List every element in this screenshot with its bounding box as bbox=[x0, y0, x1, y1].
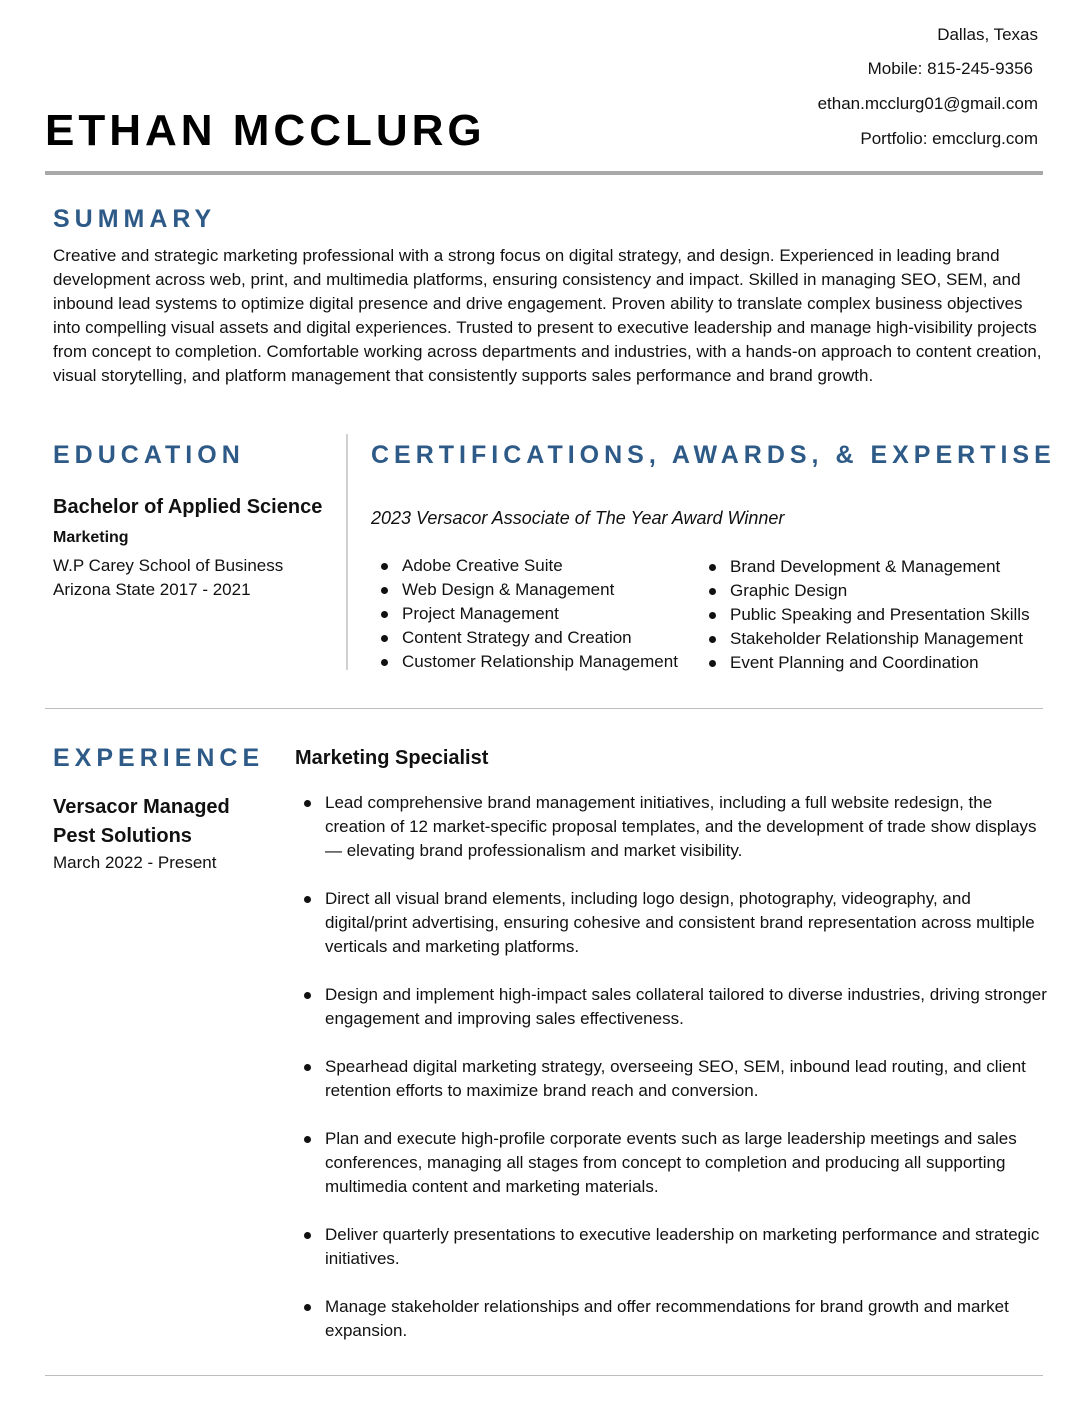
list-item bbox=[325, 1127, 1053, 1199]
bullet-icon bbox=[381, 611, 388, 618]
bullet-icon bbox=[709, 588, 716, 595]
skill-label: Web Design & Management bbox=[402, 580, 615, 599]
list-item bbox=[402, 626, 678, 650]
bullet-icon bbox=[709, 660, 716, 667]
bullet-icon bbox=[381, 563, 388, 570]
bullet-icon bbox=[709, 612, 716, 619]
skill-label: Event Planning and Coordination bbox=[730, 653, 979, 672]
list-item bbox=[402, 650, 678, 674]
list-item bbox=[325, 887, 1053, 959]
skill-label: Brand Development & Management bbox=[730, 557, 1001, 576]
summary-text: Creative and strategic marketing professional with a strong focus on digital strategy, and design. Experienced in leading brand development across web, print, and multimedia platforms, ensuring consistency and impact. Skilled in managing SEO, SEM, and inbound lead systems to optimize digital presence and drive engagement. Proven ability to translate complex business objectives into compelling visual assets and digital experiences. Trusted to present to executive leadership and manage high-visibility projects from concept to completion. Comfortable working across departments and industries, with a hands-on approach to content creation, visual storytelling, and platform management that consistently supports sales performance and brand growth. bbox=[53, 246, 1042, 385]
job-title: Marketing Specialist bbox=[295, 747, 489, 769]
list-item bbox=[325, 1055, 1053, 1103]
section-divider bbox=[45, 708, 1043, 709]
certifications-heading: CERTIFICATIONS, AWARDS, & EXPERTISE bbox=[371, 441, 1056, 469]
bullet-icon bbox=[381, 635, 388, 642]
summary-heading: SUMMARY bbox=[53, 205, 217, 233]
bullet-icon bbox=[304, 992, 311, 999]
location-text: Dallas, Texas bbox=[937, 25, 1038, 44]
skill-label: Content Strategy and Creation bbox=[402, 628, 632, 647]
mobile-text: Mobile: 815-245-9356 bbox=[867, 59, 1033, 78]
skill-label: Stakeholder Relationship Management bbox=[730, 629, 1023, 648]
skill-label: Public Speaking and Presentation Skills bbox=[730, 605, 1030, 624]
list-item bbox=[730, 603, 1030, 627]
skill-label: Adobe Creative Suite bbox=[402, 556, 563, 575]
bullet-icon bbox=[304, 1136, 311, 1143]
list-item bbox=[325, 1295, 1053, 1343]
column-divider bbox=[346, 434, 348, 670]
list-item bbox=[730, 627, 1030, 651]
skill-label: Project Management bbox=[402, 604, 559, 623]
degree-title: Bachelor of Applied Science bbox=[53, 496, 323, 518]
list-item bbox=[325, 791, 1053, 863]
responsibility-text: Plan and execute high-profile corporate events such as large leadership meetings and sales conferences, managing all stages from concept to completion and producing all supporting multimedia content and marketing materials. bbox=[325, 1129, 1017, 1196]
bullet-icon bbox=[304, 800, 311, 807]
skill-label: Graphic Design bbox=[730, 581, 848, 600]
bullet-icon bbox=[304, 896, 311, 903]
email-link[interactable]: ethan.mcclurg01@gmail.com bbox=[817, 94, 1038, 113]
employment-dates: March 2022 - Present bbox=[53, 853, 217, 872]
degree-field: Marketing bbox=[53, 529, 129, 546]
school-name: W.P Carey School of Business bbox=[53, 556, 284, 575]
education-heading: EDUCATION bbox=[53, 441, 245, 469]
bullet-icon bbox=[381, 659, 388, 666]
list-item bbox=[730, 555, 1030, 579]
list-item bbox=[402, 578, 678, 602]
skill-label: Customer Relationship Management bbox=[402, 652, 678, 671]
responsibility-text: Manage stakeholder relationships and offer recommendations for brand growth and market expansion. bbox=[325, 1297, 1009, 1340]
responsibility-text: Direct all visual brand elements, including logo design, photography, videography, and digital/print advertising, ensuring cohesive and consistent brand representation across multiple verticals and marketing platforms. bbox=[325, 889, 1035, 956]
header-divider bbox=[45, 171, 1043, 175]
university-years: Arizona State 2017 - 2021 bbox=[53, 580, 251, 599]
list-item bbox=[325, 1223, 1053, 1271]
responsibility-text: Spearhead digital marketing strategy, overseeing SEO, SEM, inbound lead routing, and client retention efforts to maximize brand reach and conversion. bbox=[325, 1057, 1026, 1100]
responsibility-text: Design and implement high-impact sales collateral tailored to diverse industries, driving stronger engagement and improving sales effectiveness. bbox=[325, 985, 1047, 1028]
footer-divider bbox=[45, 1375, 1043, 1376]
list-item bbox=[402, 602, 678, 626]
skills-list-left bbox=[402, 554, 678, 674]
list-item bbox=[402, 554, 678, 578]
bullet-icon bbox=[304, 1304, 311, 1311]
candidate-name: ETHAN MCCLURG bbox=[45, 106, 486, 155]
bullet-icon bbox=[304, 1064, 311, 1071]
bullet-icon bbox=[709, 564, 716, 571]
bullet-icon bbox=[709, 636, 716, 643]
list-item bbox=[325, 983, 1053, 1031]
responsibility-text: Lead comprehensive brand management initiatives, including a full website redesign, the creation of 12 market-specific proposal templates, and the development of trade show displays — elevating brand professionalism and market visibility. bbox=[325, 793, 1037, 860]
award-text: 2023 Versacor Associate of The Year Award Winner bbox=[371, 508, 785, 528]
list-item bbox=[730, 579, 1030, 603]
skills-list-right bbox=[730, 555, 1030, 675]
responsibility-text: Deliver quarterly presentations to executive leadership on marketing performance and strategic initiatives. bbox=[325, 1225, 1040, 1268]
responsibilities-list bbox=[325, 791, 1053, 1367]
bullet-icon bbox=[304, 1232, 311, 1239]
company-name: Versacor Managed Pest Solutions bbox=[53, 796, 230, 847]
list-item bbox=[730, 651, 1030, 675]
bullet-icon bbox=[381, 587, 388, 594]
experience-heading: EXPERIENCE bbox=[53, 744, 265, 772]
portfolio-link[interactable]: Portfolio: emcclurg.com bbox=[860, 129, 1038, 148]
